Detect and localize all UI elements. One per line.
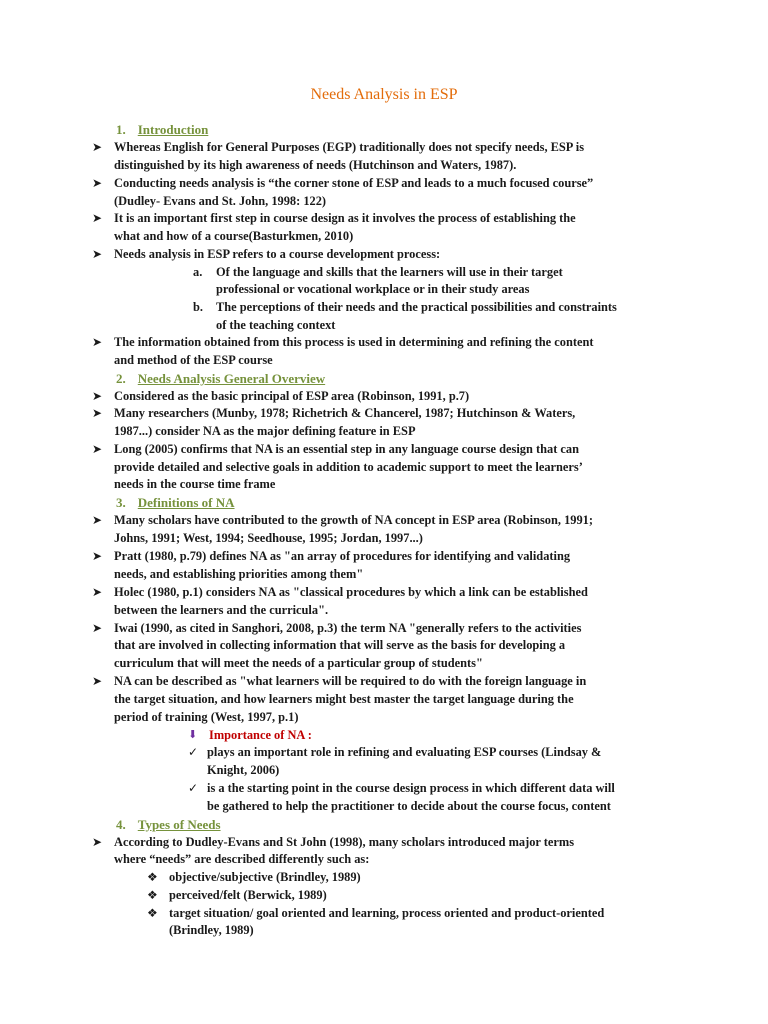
- arrow-bullet-icon: ➤: [92, 247, 103, 261]
- section-number: 2.: [116, 371, 126, 386]
- arrow-bullet-icon: ➤: [92, 335, 103, 349]
- text-line: Many researchers (Munby, 1978; Richetrich & Chancerel, 1987; Hutchinson & Waters,: [114, 406, 576, 420]
- text-line: Pratt (1980, p.79) defines NA as "an array of procedures for identifying and validating: [114, 549, 571, 563]
- text-line: target situation/ goal oriented and learning, process oriented and product-oriented: [169, 906, 605, 920]
- arrow-bullet-icon: ➤: [92, 585, 103, 599]
- alpha-marker: a.: [193, 265, 203, 279]
- arrow-bullet-icon: ➤: [92, 835, 103, 849]
- section-label: Definitions of NA: [137, 495, 235, 510]
- section-number: 3.: [116, 495, 126, 510]
- section-heading-types: [116, 816, 221, 833]
- section-heading-definitions: [116, 494, 235, 511]
- diamond-bullet-icon: ❖: [147, 906, 158, 920]
- check-icon: ✓: [188, 781, 199, 795]
- alpha-marker: b.: [193, 300, 203, 314]
- text-line: The perceptions of their needs and the practical possibilities and constraints: [216, 300, 617, 314]
- text-line: According to Dudley-Evans and St John (1998), many scholars introduced major terms: [114, 835, 575, 849]
- text-line: (Dudley- Evans and St. John, 1998: 122): [114, 194, 327, 208]
- section-heading-introduction: [116, 121, 208, 138]
- diamond-bullet-icon: ❖: [147, 870, 158, 884]
- section-label: Introduction: [137, 122, 209, 137]
- text-line: where “needs” are described differently such as:: [114, 852, 370, 866]
- diamond-bullet-icon: ❖: [147, 888, 158, 902]
- text-line: distinguished by its high awareness of needs (Hutchinson and Waters, 1987).: [114, 158, 517, 172]
- arrow-bullet-icon: ➤: [92, 513, 103, 527]
- text-line: needs in the course time frame: [114, 477, 276, 491]
- arrow-bullet-icon: ➤: [92, 442, 103, 456]
- text-line: 1987...) consider NA as the major defining feature in ESP: [114, 424, 416, 438]
- importance-heading: Importance of NA :: [209, 728, 312, 742]
- check-icon: ✓: [188, 745, 199, 759]
- text-line: Many scholars have contributed to the growth of NA concept in ESP area (Robinson, 1991;: [114, 513, 593, 527]
- text-line: period of training (West, 1997, p.1): [114, 710, 299, 724]
- arrow-bullet-icon: ➤: [92, 140, 103, 154]
- arrow-bullet-icon: ➤: [92, 176, 103, 190]
- text-line: Iwai (1990, as cited in Sanghori, 2008, p.3) the term NA "generally refers to the activities: [114, 621, 582, 635]
- text-line: and method of the ESP course: [114, 353, 273, 367]
- text-line: It is an important first step in course design as it involves the process of establishing the: [114, 211, 576, 225]
- text-line: the target situation, and how learners might best master the target language during the: [114, 692, 574, 706]
- text-line: NA can be described as "what learners will be required to do with the foreign language in: [114, 674, 587, 688]
- text-line: Of the language and skills that the learners will use in their target: [216, 265, 563, 279]
- text-line: (Brindley, 1989): [169, 923, 254, 937]
- section-label: Needs Analysis General Overview: [137, 371, 326, 386]
- text-line: perceived/felt (Berwick, 1989): [169, 888, 327, 902]
- text-line: Knight, 2006): [207, 763, 280, 777]
- text-line: Conducting needs analysis is “the corner stone of ESP and leads to a much focused course”: [114, 176, 594, 190]
- text-line: plays an important role in refining and evaluating ESP courses (Lindsay &: [207, 745, 602, 759]
- text-line: Considered as the basic principal of ESP area (Robinson, 1991, p.7): [114, 389, 470, 403]
- text-line: professional or vocational workplace or in their study areas: [216, 282, 530, 296]
- text-line: what and how of a course(Basturkmen, 2010): [114, 229, 354, 243]
- section-label: Types of Needs: [137, 817, 221, 832]
- arrow-down-icon: ⬇: [188, 729, 198, 741]
- section-number: 1.: [116, 122, 126, 137]
- text-line: needs, and establishing priorities among them": [114, 567, 364, 581]
- arrow-bullet-icon: ➤: [92, 211, 103, 225]
- text-line: between the learners and the curricula".: [114, 603, 329, 617]
- text-line: The information obtained from this process is used in determining and refining the content: [114, 335, 594, 349]
- text-line: is a the starting point in the course design process in which different data will: [207, 781, 615, 795]
- text-line: that are involved in collecting information that will serve as the basis for developing a: [114, 638, 566, 652]
- arrow-bullet-icon: ➤: [92, 621, 103, 635]
- arrow-bullet-icon: ➤: [92, 389, 103, 403]
- text-line: Whereas English for General Purposes (EGP) traditionally does not specify needs, ESP is: [114, 140, 585, 154]
- text-line: Johns, 1991; West, 1994; Seedhouse, 1995; Jordan, 1997...): [114, 531, 423, 545]
- text-line: Long (2005) confirms that NA is an essential step in any language course design that can: [114, 442, 580, 456]
- section-number: 4.: [116, 817, 126, 832]
- page-title: Needs Analysis in ESP: [310, 86, 458, 103]
- text-line: objective/subjective (Brindley, 1989): [169, 870, 361, 884]
- text-line: be gathered to help the practitioner to decide about the course focus, content: [207, 799, 611, 813]
- arrow-bullet-icon: ➤: [92, 674, 103, 688]
- text-line: Holec (1980, p.1) considers NA as "classical procedures by which a link can be established: [114, 585, 588, 599]
- arrow-bullet-icon: ➤: [92, 406, 103, 420]
- arrow-bullet-icon: ➤: [92, 549, 103, 563]
- text-line: Needs analysis in ESP refers to a course development process:: [114, 247, 441, 261]
- section-heading-overview: [116, 370, 325, 387]
- text-line: provide detailed and selective goals in addition to academic support to meet the learners’: [114, 460, 583, 474]
- text-line: of the teaching context: [216, 318, 336, 332]
- text-line: curriculum that will meet the needs of a particular group of students": [114, 656, 483, 670]
